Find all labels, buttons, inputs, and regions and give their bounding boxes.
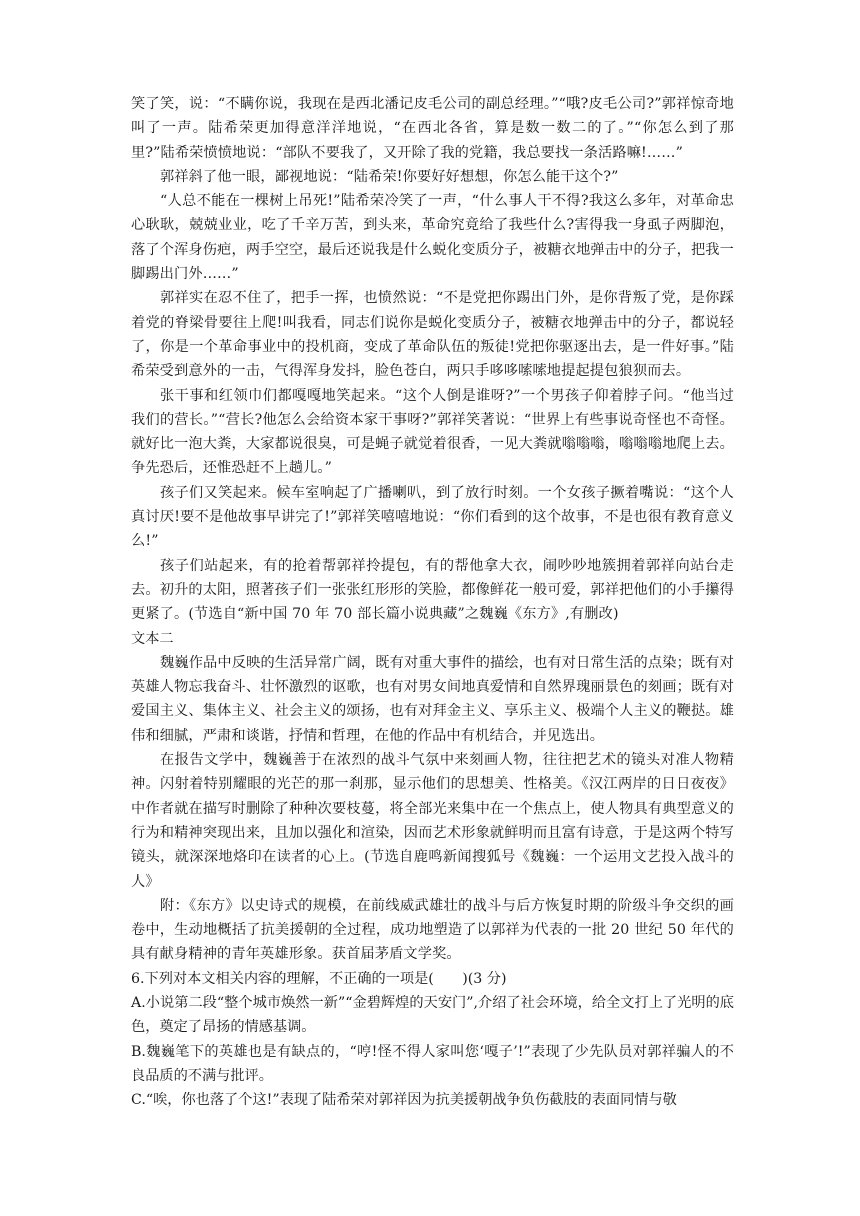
text1-paragraph-3: “人总不能在一棵树上吊死!”陆希荣冷笑了一声，“什么事人干不得?我这么多年，对革命忠心耿耿，兢兢业业，吃了千辛万苦，到头来，革命究竟给了我些什么?害得我一身虱子两脚泡，落了个浑身伤疤，两手空空，最后还说我是什么蜕化变质分子，被糖衣地弹击中的分子，把我一脚踢出门外……” <box>131 193 734 283</box>
text2-heading: 文本二 <box>131 630 174 647</box>
question-option-b: B.魏巍笔下的英雄也是有缺点的，“哼!怪不得人家叫您‘嘎子’!”表现了少先队员对郭祥骗人的不良品质的不满与批评。 <box>131 1043 734 1084</box>
text1-paragraph-1: 笑了笑，说：“不瞒你说，我现在是西北潘记皮毛公司的副总经理。”“哦?皮毛公司?”郭祥惊奇地叫了一声。陆希荣更加得意洋洋地说，“在西北各省，算是数一数二的了。”“你怎么到了那里?”陆希荣愤愤地说：“部队不要我了，又开除了我的党籍，我总要找一条活路嘛!……” <box>131 96 734 161</box>
question-option-a: A.小说第二段“整个城市焕然一新”“金碧辉煌的天安门”,介绍了社会环境，给全文打上了光明的底色，奠定了昂扬的情感基调。 <box>131 994 734 1036</box>
text1-paragraph-5: 张干事和红领巾们都嘎嘎地笑起来。“这个人倒是谁呀?”一个男孩子仰着脖子问。“他当过我们的营长。”“营长?他怎么会给资本家干事呀?”郭祥笑著说：“世界上有些事说奇怪也不奇怪。就好比一泡大粪，大家都说很臭，可是蝇子就觉着很香，一见大粪就嗡嗡嗡，嗡嗡嗡地爬上去。争先恐后，还惟恐赶不上趟儿。” <box>131 387 734 477</box>
text2-paragraph-2: 在报告文学中，魏巍善于在浓烈的战斗气氛中来刻画人物，往往把艺术的镜头对准人物精神。闪射着特别耀眼的光芒的那一刹那，显示他们的思想美、性格美。《汉江两岸的日日夜夜》中作者就在描写时删除了种种次要枝蔓，将全部光来集中在一个焦点上，使人物具有典型意义的行为和精神突现出来，且加以强化和渲染，因而艺术形象就鲜明而且富有诗意，于是这两个特写镜头，就深深地烙印在读者的心上。(节选自鹿鸣新闻搜狐号《魏巍：一个运用文艺投入战斗的人》 <box>131 752 734 890</box>
text1-paragraph-6: 孩子们又笑起来。候车室响起了广播喇叭，到了放行时刻。一个女孩子撅着嘴说：“这个人真讨厌!要不是他故事早讲完了!”郭祥笑嘻嘻地说：“你们看到的这个故事，不是也很有教育意义么!” <box>131 484 734 550</box>
question-stem: 6.下列对本文相关内容的理解，不正确的一项是( )(3 分) <box>131 970 507 987</box>
text1-paragraph-7: 孩子们站起来，有的抢着帮郭祥拎提包，有的帮他拿大衣，闹吵吵地簇拥着郭祥向站台走去。初升的太阳，照著孩子们一张张红形形的笑脸，都像鲜花一般可爱，郭祥把他们的小手攥得更紧了。(节选自“新中国 70 年 70 部长篇小说典藏”之魏巍《东方》,有删改) <box>131 557 734 623</box>
text1-paragraph-2: 郭祥斜了他一眼，鄙视地说：“陆希荣!你要好好想想，你怎么能干这个?” <box>160 168 619 185</box>
question-option-c: C.“唉，你也落了个这!”表现了陆希荣对郭祥因为抗美援朝战争负伤截肢的表面同情与敬 <box>131 1092 677 1109</box>
text1-paragraph-4: 郭祥实在忍不住了，把手一挥，也愤然说：“不是党把你踢出门外，是你背叛了党，是你踩着党的脊梁骨要往上爬!叫我看，同志们说你是蜕化变质分子，被糖衣地弹击中的分子，都说轻了，你是一个革命事业中的投机商，变成了革命队伍的叛徒!党把你驱逐出去，是一件好事。”陆希荣受到意外的一击，气得浑身发抖，脸色苍白，两只手哆哆嗦嗦地提起提包狼狈而去。 <box>131 290 734 380</box>
document-body <box>131 92 734 1112</box>
text2-appendix: 附：《东方》以史诗式的规模，在前线威武雄壮的战斗与后方恢复时期的阶级斗争交织的画卷中，生动地概括了抗美援朝的全过程，成功地塑造了以郭祥为代表的一批 20 世纪 50 年代的具有献身精神的青年英雄形象。获首届茅盾文学奖。 <box>131 897 734 963</box>
text2-paragraph-1: 魏巍作品中反映的生活异常广阔，既有对重大事件的描绘，也有对日常生活的点染；既有对英雄人物忘我奋斗、壮怀激烈的讴歌，也有对男女间地真爱情和自然界瑰丽景色的刻画；既有对爱国主义、集体主义、社会主义的颂扬，也有对拜金主义、享乐主义、极端个人主义的鞭挞。雄伟和细腻，严肃和谈谐，抒情和哲理，在他的作品中有机结合，并见选出。 <box>131 654 734 744</box>
